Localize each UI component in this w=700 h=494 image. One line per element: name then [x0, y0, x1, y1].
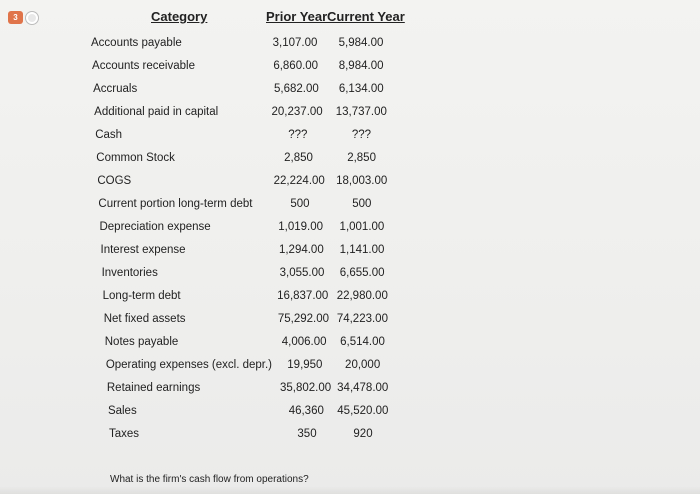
row-current-year-value: 74,223.00 — [336, 313, 388, 325]
row-prior-year-value: 3,107.00 — [272, 37, 318, 49]
row-current-year-value: 500 — [352, 198, 372, 210]
row-category: Net fixed assets — [103, 313, 186, 325]
row-category: Accruals — [93, 83, 138, 95]
row-prior-year-value: 35,802.00 — [279, 382, 332, 394]
table-row — [0, 175, 700, 193]
row-current-year-value: 20,000 — [345, 359, 381, 371]
row-current-year-value: 5,984.00 — [338, 37, 384, 49]
header-category: Category — [151, 9, 208, 24]
page-shadow — [0, 486, 700, 494]
row-category: Notes payable — [104, 336, 179, 348]
row-category: Accounts receivable — [92, 60, 195, 72]
table-row — [0, 83, 700, 101]
row-prior-year-value: 20,237.00 — [271, 106, 323, 118]
row-category: Inventories — [101, 267, 158, 279]
row-category: Common Stock — [96, 152, 175, 164]
header-prior-year: Prior Year — [266, 9, 328, 24]
row-current-year-value: 18,003.00 — [336, 175, 388, 187]
row-current-year-value: 1,141.00 — [339, 244, 385, 256]
header-current-year: Current Year — [327, 9, 405, 24]
table-row — [0, 336, 700, 354]
row-current-year-value: 45,520.00 — [337, 405, 389, 417]
row-category: Taxes — [109, 428, 140, 440]
table-row — [0, 267, 700, 285]
row-prior-year-value: 6,860.00 — [273, 60, 319, 72]
row-prior-year-value: 1,294.00 — [278, 244, 324, 256]
row-prior-year-value: ??? — [288, 129, 308, 141]
table-row — [0, 152, 700, 170]
row-category: Depreciation expense — [99, 221, 211, 233]
row-prior-year-value: 2,850 — [284, 152, 313, 164]
row-current-year-value: 22,980.00 — [336, 290, 388, 302]
row-prior-year-value: 500 — [290, 198, 310, 210]
table-row — [0, 198, 700, 216]
table-row — [0, 290, 700, 308]
row-prior-year-value: 46,360 — [288, 405, 324, 417]
table-row — [0, 37, 700, 55]
row-category: Sales — [107, 405, 137, 417]
row-prior-year-value: 19,950 — [287, 359, 323, 371]
row-category: Additional paid in capital — [94, 106, 219, 118]
row-prior-year-value: 3,055.00 — [279, 267, 325, 279]
table-row — [0, 382, 700, 400]
question-text: What is the firm's cash flow from operations? — [110, 474, 309, 485]
row-current-year-value: 2,850 — [347, 152, 376, 164]
table-row — [0, 244, 700, 262]
row-prior-year-value: 1,019.00 — [278, 221, 324, 233]
row-prior-year-value: 16,837.00 — [277, 290, 329, 302]
row-category: Cash — [95, 129, 123, 141]
row-category: Interest expense — [100, 244, 186, 256]
table-row — [0, 60, 700, 78]
row-category: COGS — [97, 175, 132, 187]
row-prior-year-value: 350 — [297, 428, 317, 440]
table-row — [0, 106, 700, 124]
row-current-year-value: 920 — [353, 428, 373, 440]
table-row — [0, 428, 700, 446]
table-row — [0, 313, 700, 331]
table-row — [0, 405, 700, 423]
table-row — [0, 359, 700, 377]
row-current-year-value: 8,984.00 — [338, 60, 384, 72]
row-category: Current portion long-term debt — [98, 198, 253, 210]
row-current-year-value: 34,478.00 — [337, 382, 389, 394]
row-category: Operating expenses (excl. depr.) — [105, 359, 273, 371]
row-category: Long-term debt — [102, 290, 181, 302]
table-row — [0, 129, 700, 147]
row-current-year-value: 6,655.00 — [339, 267, 385, 279]
row-prior-year-value: 22,224.00 — [273, 175, 325, 187]
row-current-year-value: 6,134.00 — [338, 83, 384, 95]
row-current-year-value: 1,001.00 — [339, 221, 385, 233]
question-number-badge: 3 — [8, 11, 23, 24]
row-prior-year-value: 75,292.00 — [277, 313, 330, 325]
row-prior-year-value: 4,006.00 — [281, 336, 327, 348]
row-current-year-value: ??? — [351, 129, 372, 141]
table-row — [0, 221, 700, 239]
status-circle-icon — [26, 12, 38, 24]
row-category: Accounts payable — [91, 37, 182, 49]
row-current-year-value: 6,514.00 — [340, 336, 385, 348]
row-prior-year-value: 5,682.00 — [274, 83, 319, 95]
row-current-year-value: 13,737.00 — [335, 106, 387, 118]
row-category: Retained earnings — [106, 382, 201, 394]
